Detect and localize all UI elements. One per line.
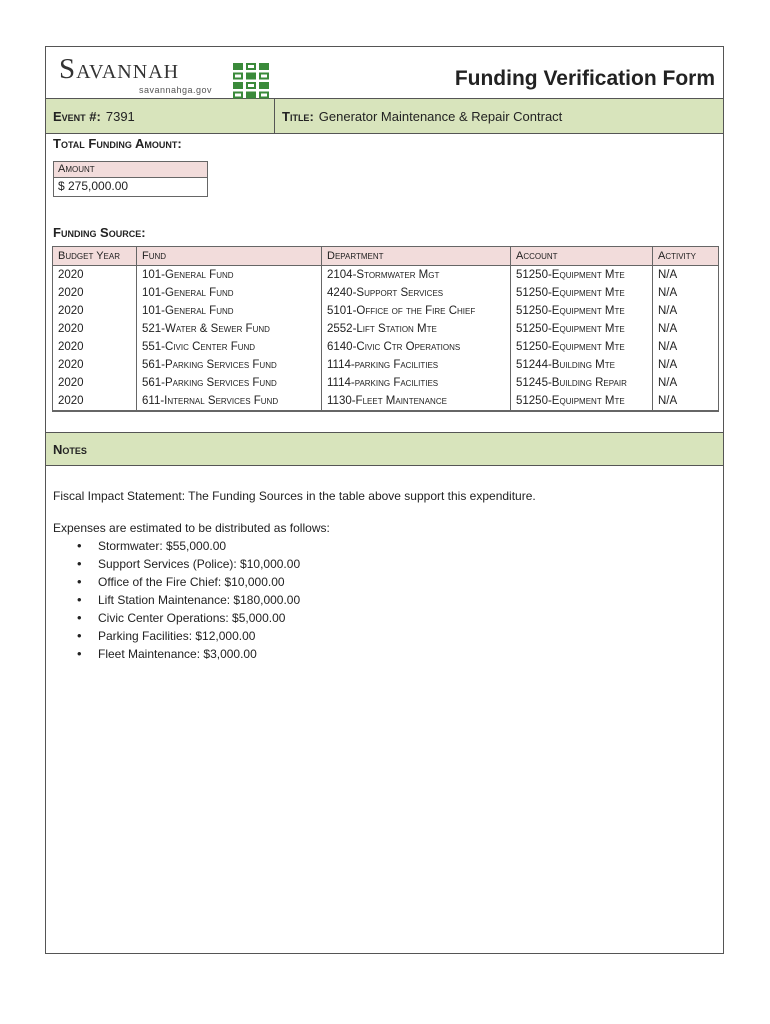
cell-budget-year: 2020 [58,287,84,299]
cell-activity: N/A [653,302,719,320]
amount-header: Amount [54,162,207,178]
list-item: • Parking Facilities: $12,000.00 [98,627,713,645]
funding-source-label: Funding Source: [53,225,146,240]
event-number-cell [46,99,275,133]
cell-fund: 551-Civic Center Fund [137,338,322,356]
list-item: • Stormwater: $55,000.00 [98,537,713,555]
cell-department: 1130-Fleet Maintenance [322,392,511,411]
cell-department: 4240-Support Services [322,284,511,302]
cell-department: 6140-Civic Ctr Operations [322,338,511,356]
cell-account: 51250-Equipment Mte [511,302,653,320]
cell-account: 51250-Equipment Mte [511,266,653,285]
table-row [53,320,718,338]
cell-department: 1114-parking Facilities [322,356,511,374]
col-budget-year: Budget Year [53,247,137,266]
cell-activity: N/A [653,392,719,411]
cell-account: 51245-Building Repair [511,374,653,392]
cell-account: 51250-Equipment Mte [511,284,653,302]
list-item: • Civic Center Operations: $5,000.00 [98,609,713,627]
funding-verification-form [45,46,724,954]
logo-url: savannahga.gov [139,85,213,95]
cell-account: 51250-Equipment Mte [511,392,653,411]
cell-department: 1114-parking Facilities [322,374,511,392]
event-label: Event #: [53,108,101,124]
cell-budget-year: 2020 [53,392,137,411]
expense-list [53,537,713,663]
cell-department: 5101-Office of the Fire Chief [322,302,511,320]
notes-label: Notes [53,441,87,457]
col-fund: Fund [137,247,322,266]
cell-activity: N/A [653,266,719,285]
distribution-intro: Expenses are estimated to be distributed as follows: [53,521,330,535]
cell-activity: N/A [653,356,719,374]
cell-budget-year: 2020 [58,359,84,371]
cell-activity: N/A [653,284,719,302]
amount-value: $ 275,000.00 [58,179,129,193]
cell-fund: 611-Internal Services Fund [137,392,322,411]
cell-fund: 561-Parking Services Fund [137,356,322,374]
cell-budget-year: 2020 [58,269,84,281]
savannah-logo [59,53,213,95]
cell-activity: N/A [653,338,719,356]
title-value: Generator Maintenance & Repair Contract [318,108,563,124]
cell-fund: 101-General Fund [137,302,322,320]
cell-budget-year: 2020 [58,377,84,389]
list-item: • Fleet Maintenance: $3,000.00 [98,645,713,663]
form-title: Funding Verification Form [454,67,715,90]
funding-source-table [53,247,718,411]
cell-account: 51250-Equipment Mte [511,320,653,338]
cell-account: 51250-Equipment Mte [511,338,653,356]
cell-department: 2104-Stormwater Mgt [322,266,511,285]
table-row [53,374,718,392]
fiscal-impact-statement: Fiscal Impact Statement: The Funding Sources in the table above support this expenditure. [53,489,536,503]
event-title-bar [46,98,723,134]
col-activity: Activity [653,247,719,266]
cell-fund: 101-General Fund [137,266,322,285]
event-number: 7391 [105,108,135,124]
logo-wordmark: Savannah [59,53,180,85]
col-account: Account [511,247,653,266]
table-header-row [53,247,718,266]
cell-department: 2552-Lift Station Mte [322,320,511,338]
list-item: • Office of the Fire Chief: $10,000.00 [98,573,713,591]
col-department: Department [322,247,511,266]
cell-budget-year: 2020 [58,341,84,353]
title-label: Title: [282,108,314,124]
cell-activity: N/A [653,374,719,392]
cell-fund: 561-Parking Services Fund [137,374,322,392]
table-row [53,356,718,374]
notes-body [53,487,713,663]
cell-budget-year: 2020 [58,323,84,335]
table-row [53,392,718,411]
table-row [53,284,718,302]
city-grid-icon [233,63,269,99]
cell-account: 51244-Building Mte [511,356,653,374]
table-row [53,302,718,320]
total-funding-label: Total Funding Amount: [53,136,182,151]
list-item: • Lift Station Maintenance: $180,000.00 [98,591,713,609]
form-header [46,47,723,98]
amount-box [53,161,208,197]
table-row [53,338,718,356]
cell-fund: 521-Water & Sewer Fund [137,320,322,338]
cell-activity: N/A [653,320,719,338]
title-cell [275,99,562,133]
list-item: • Support Services (Police): $10,000.00 [98,555,713,573]
table-row [53,266,718,285]
cell-budget-year: 2020 [58,305,84,317]
cell-fund: 101-General Fund [137,284,322,302]
notes-bar [46,432,723,466]
